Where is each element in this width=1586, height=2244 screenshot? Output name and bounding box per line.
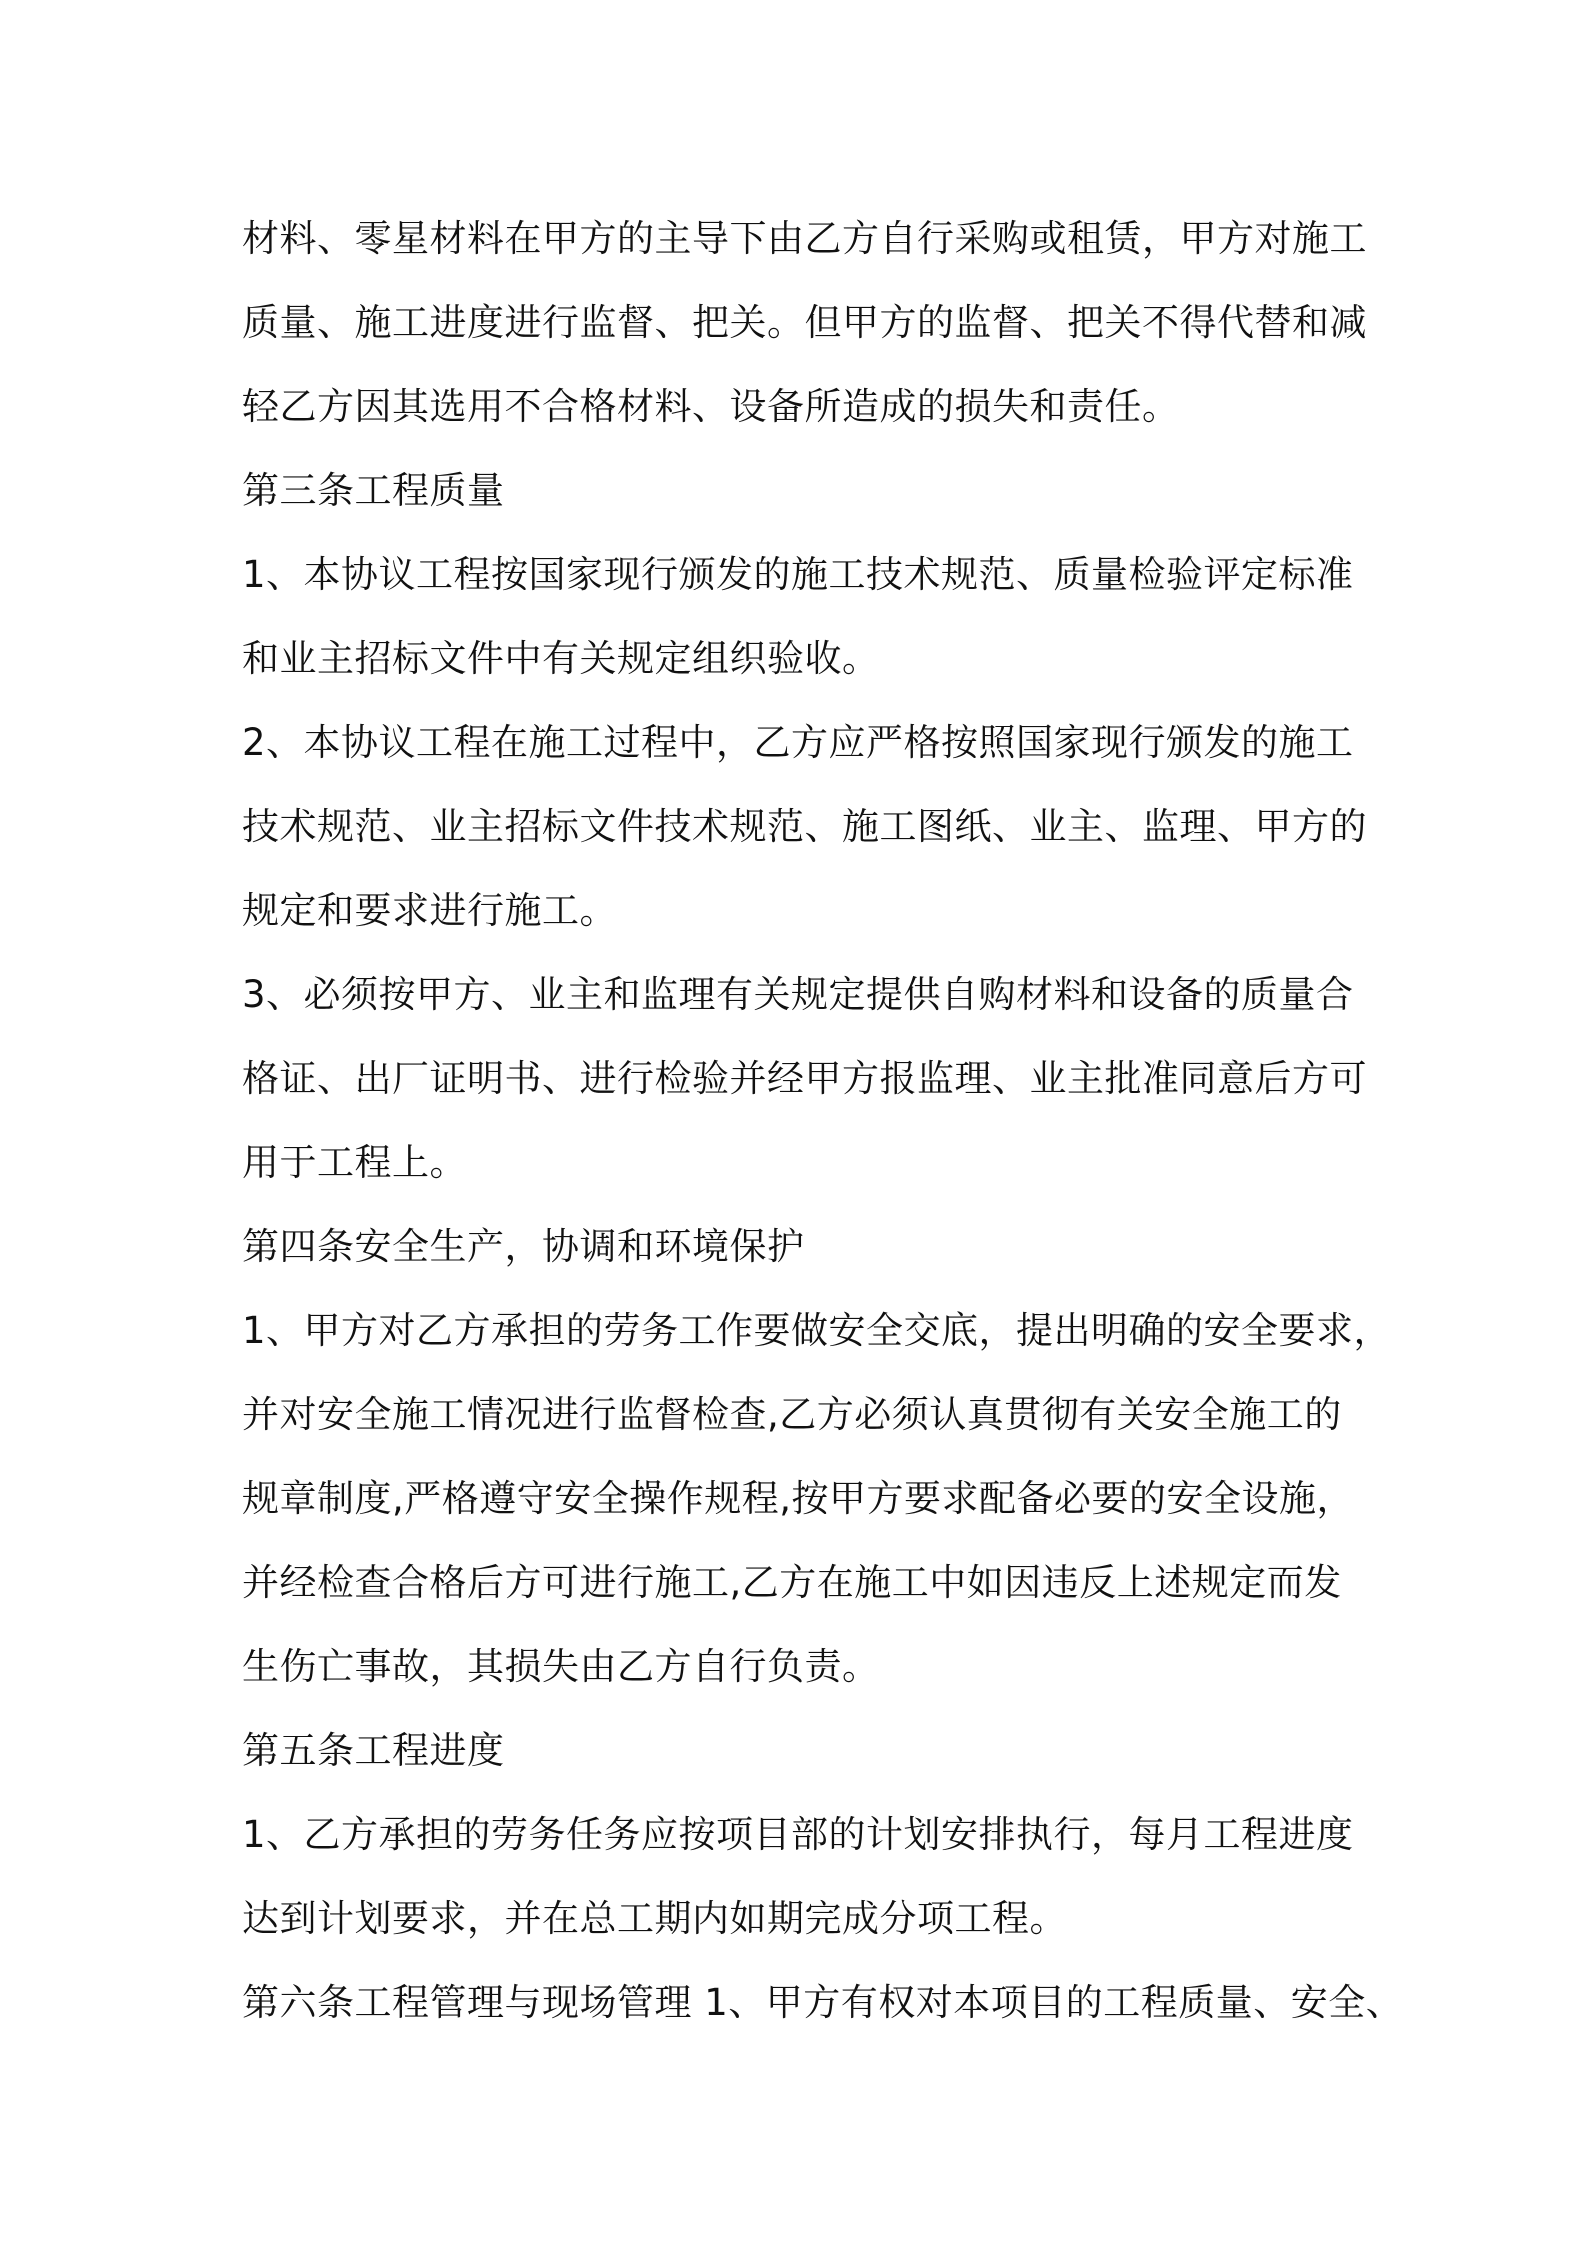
text-line: 用于工程上。 [242, 1141, 467, 1184]
text-line: 1、乙方承担的劳务任务应按项目部的计划安排执行，每月工程进度 [242, 1813, 1354, 1856]
text-line: 技术规范、业主招标文件技术规范、施工图纸、业主、监理、甲方的 [242, 805, 1367, 848]
text-line: 达到计划要求，并在总工期内如期完成分项工程。 [242, 1897, 1067, 1940]
text-line: 2、本协议工程在施工过程中，乙方应严格按照国家现行颁发的施工 [242, 721, 1354, 764]
text-line: 格证、出厂证明书、进行检验并经甲方报监理、业主批准同意后方可 [242, 1057, 1367, 1100]
text-line: 并对安全施工情况进行监督检查,乙方必须认真贯彻有关安全施工的 [242, 1393, 1342, 1436]
text-line: 质量、施工进度进行监督、把关。但甲方的监督、把关不得代替和减 [242, 301, 1367, 344]
text-line: 1、甲方对乙方承担的劳务工作要做安全交底，提出明确的安全要求， [242, 1309, 1392, 1352]
section-heading: 第四条安全生产，协调和环境保护 [242, 1225, 805, 1268]
section-heading: 第六条工程管理与现场管理 1、甲方有权对本项目的工程质量、安全、 [242, 1981, 1404, 2024]
text-line: 规定和要求进行施工。 [242, 889, 617, 932]
text-line: 3、必须按甲方、业主和监理有关规定提供自购材料和设备的质量合 [242, 973, 1354, 1016]
text-line: 生伤亡事故，其损失由乙方自行负责。 [242, 1645, 880, 1688]
text-line: 和业主招标文件中有关规定组织验收。 [242, 637, 880, 680]
section-heading: 第三条工程质量 [242, 469, 505, 512]
document-body [242, 197, 1404, 2045]
text-line: 轻乙方因其选用不合格材料、设备所造成的损失和责任。 [242, 385, 1180, 428]
text-line: 1、本协议工程按国家现行颁发的施工技术规范、质量检验评定标准 [242, 553, 1354, 596]
text-line: 材料、零星材料在甲方的主导下由乙方自行采购或租赁，甲方对施工 [242, 217, 1367, 260]
text-line: 并经检查合格后方可进行施工,乙方在施工中如因违反上述规定而发 [242, 1561, 1342, 1604]
section-heading: 第五条工程进度 [242, 1729, 505, 1772]
text-line: 规章制度,严格遵守安全操作规程,按甲方要求配备必要的安全设施， [242, 1477, 1355, 1520]
